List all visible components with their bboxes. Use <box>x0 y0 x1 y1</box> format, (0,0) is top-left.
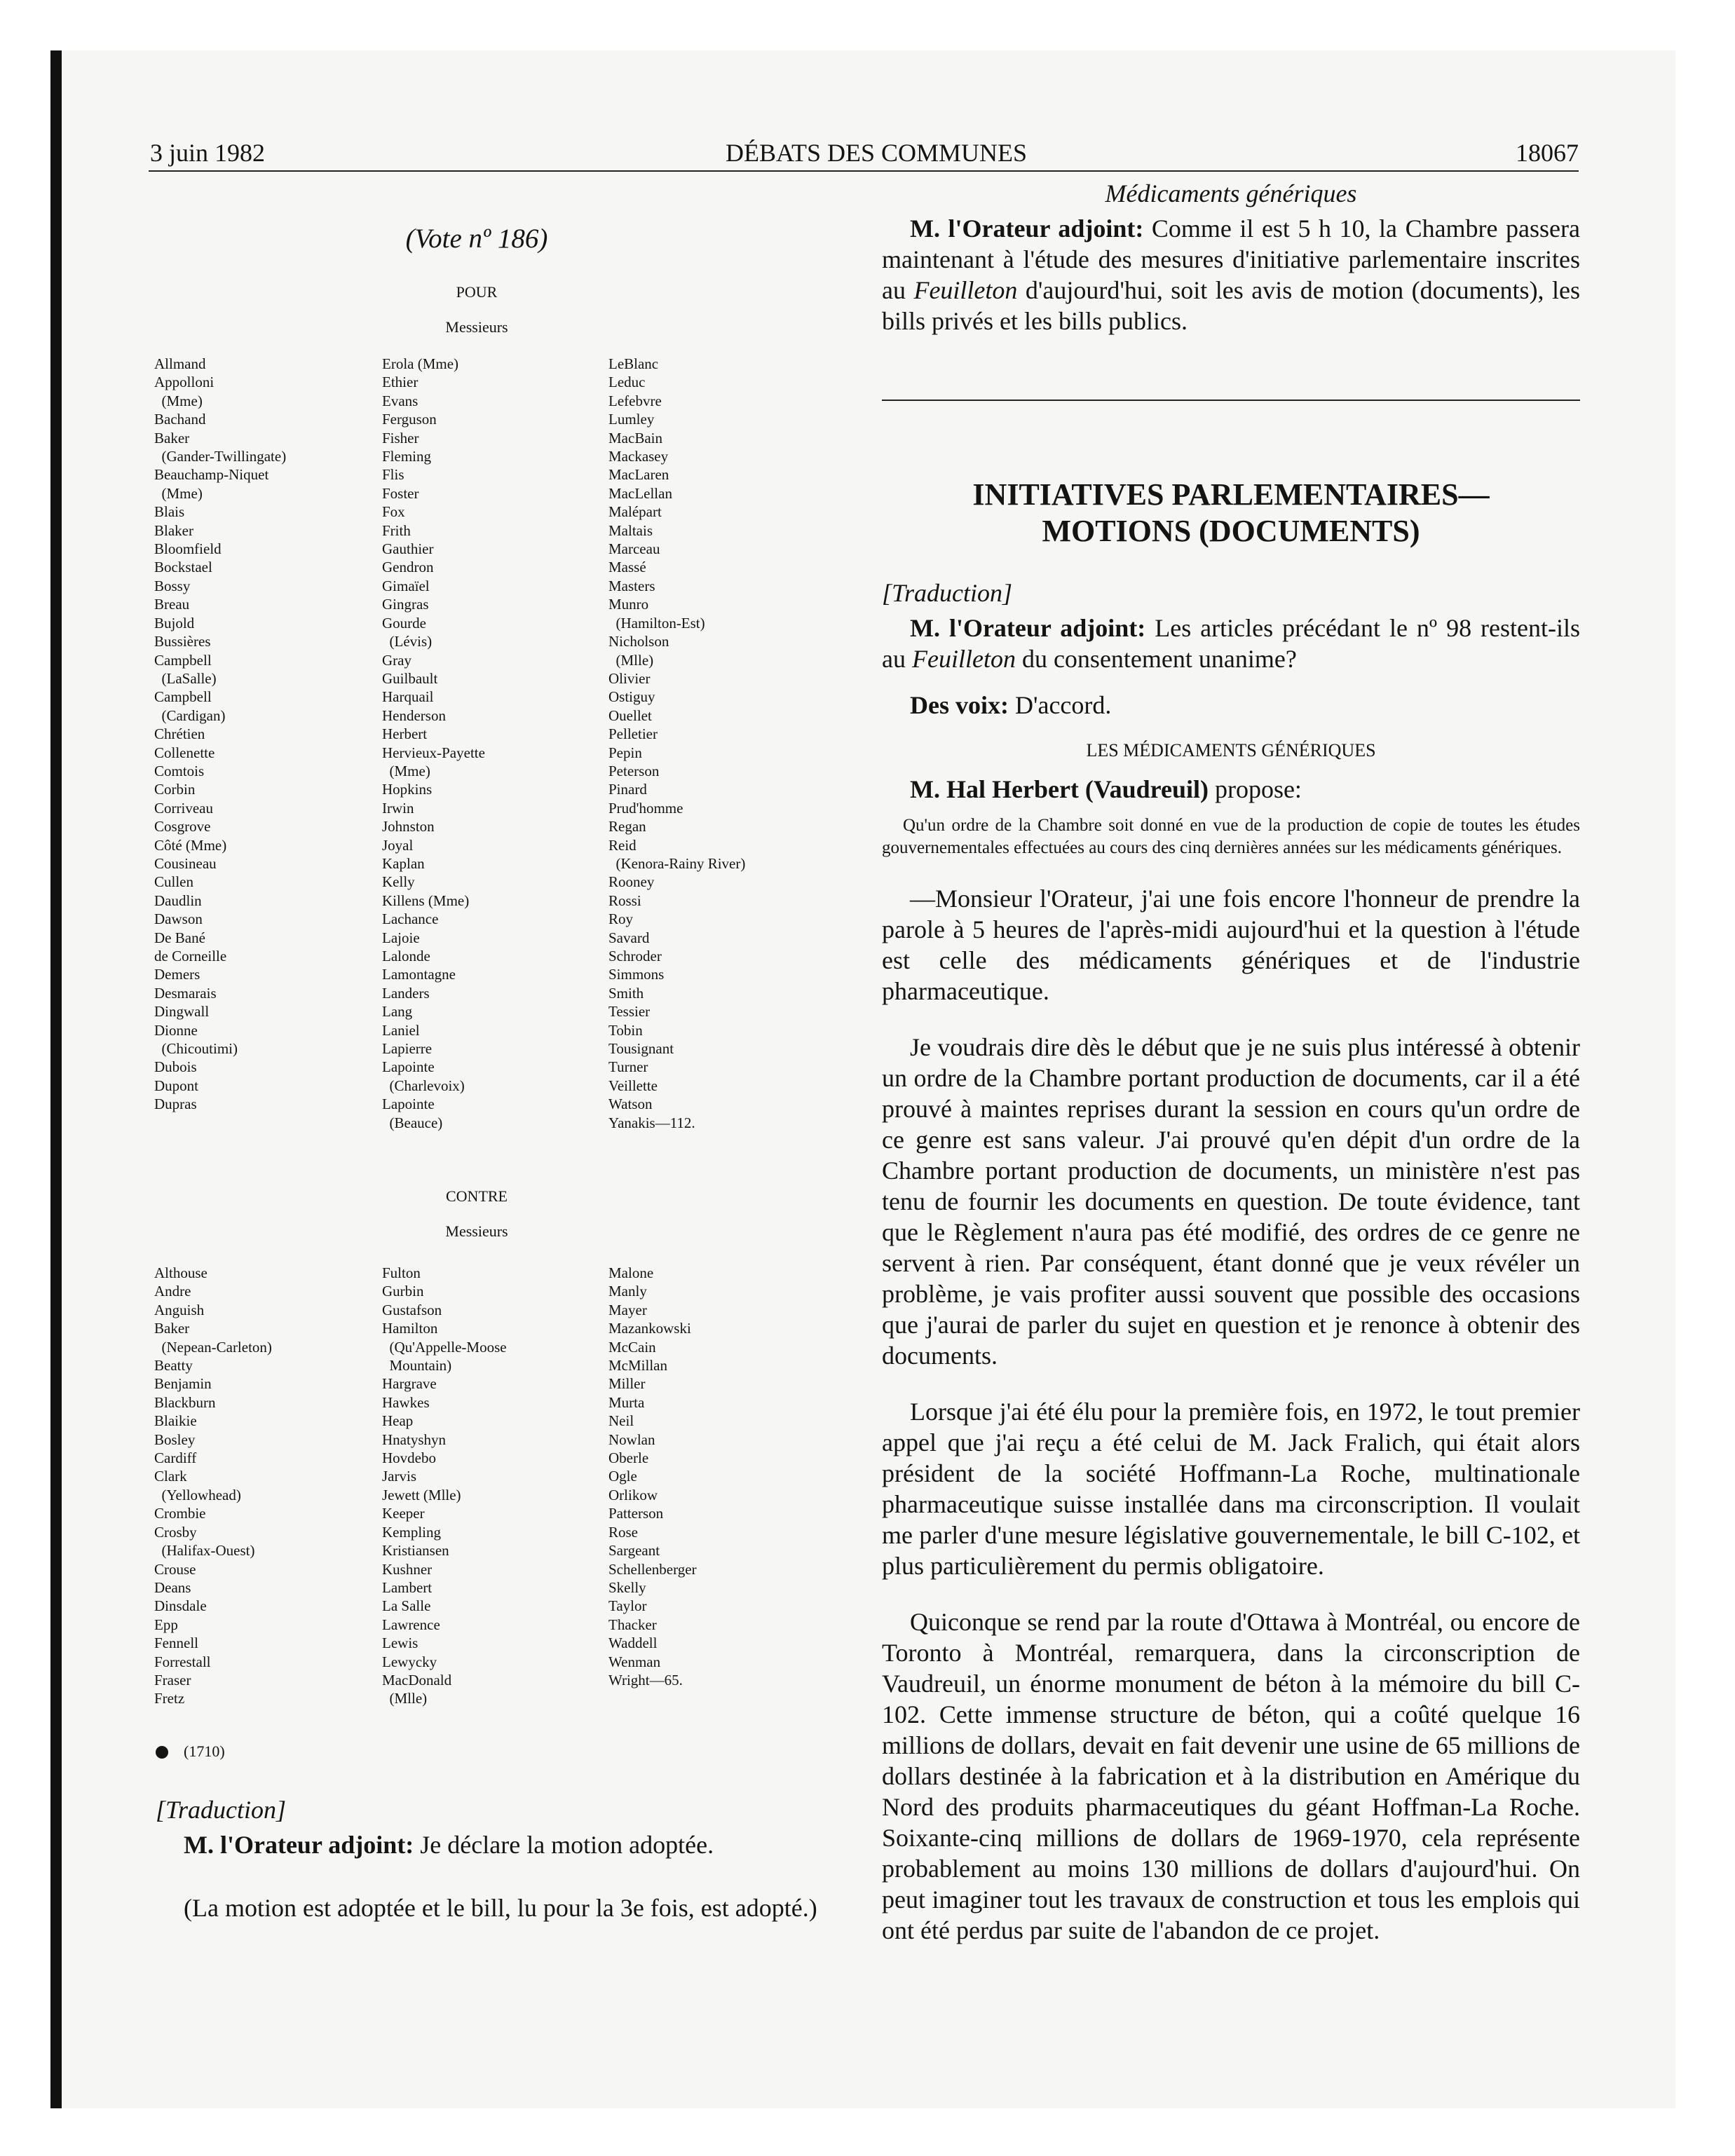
header-title: DÉBATS DES COMMUNES <box>725 139 1028 167</box>
contre-heading: CONTRE <box>446 1187 508 1205</box>
member-name: de Corneille <box>154 948 227 964</box>
member-name: Rossi <box>608 892 641 909</box>
member-name: Corriveau <box>154 799 213 817</box>
member-name: Reid <box>608 836 637 854</box>
member-name: Marceau <box>608 540 660 558</box>
member-name: Frith <box>382 521 411 539</box>
member-name: Lachance <box>382 910 439 928</box>
speech-paragraph-2: Je voudrais dire dès le début que je ne suis plus intéressé à obtenir un ordre de la Chambre portant production de documents, car il a été prouvé à maintes reprises durant la session en cours qu'un ordre de ce genre est sans valeur. J'ai prouvé qu'en dépit d'un ordre de la Chambre portant production de documents, un ministère n'est pas tenu de fournir les documents en question. De toute évidence, tant que le Règlement n'aura pas été modifié, des ordres de ce genre ne servent à rien. Par conséquent, étant donné que je veux révéler un problème, je vais profiter aussi souvent que possible des occasions que j'aurai de parler du sujet en question et je renonce à obtenir des documents. <box>882 1033 1580 1370</box>
member-name: Lumley <box>608 411 655 428</box>
member-name: Hervieux-Payette <box>382 744 485 761</box>
member-name: Hamilton <box>382 1320 438 1337</box>
member-name: Beauchamp-Niquet <box>154 466 269 484</box>
member-name: Oberle <box>608 1449 649 1467</box>
contre-column-1 <box>154 1264 272 1708</box>
member-name: (Mme) <box>154 484 203 502</box>
speaker-label: M. l'Orateur adjoint: <box>910 214 1144 243</box>
member-name: Dinsdale <box>154 1597 207 1615</box>
member-name: Gurbin <box>382 1283 424 1300</box>
member-name: Crosby <box>154 1523 197 1541</box>
member-name: MacLellan <box>608 484 672 502</box>
member-name: (Halifax-Ouest) <box>154 1542 255 1560</box>
member-name: Dupras <box>154 1096 197 1113</box>
member-name: Erola (Mme) <box>382 355 459 372</box>
member-name: Mayer <box>608 1301 647 1318</box>
speech-paragraph-4: Quiconque se rend par la route d'Ottawa à Montréal, ou encore de Toronto à Montréal, remarquera, dans la circonscription de Vaudreuil, un énorme monument de béton à la mémoire du bill C-102. Cette immense structure de béton, qui a coûté quelque 16 millions de dollars, devait en fait devenir une usine de 65 millions de dollars destinée à la fabrication et à la distribution en Amérique du Nord des produits pharmaceutiques du géant Hoffman-La Roche. Soixante-cinq millions de dollars de 1969-1970, cela représente probablement au moins 130 millions de dollars d'aujourd'hui. On peut imaginer tout les travaux de construction et tous les emplois qui ont été perdus par suite de l'abandon de ce projet. <box>882 1608 1580 1944</box>
member-name: Anguish <box>154 1301 205 1318</box>
member-name: Joyal <box>382 836 414 854</box>
member-name: Henderson <box>382 707 446 724</box>
member-name: Lambert <box>382 1578 433 1596</box>
paragraph-text: D'accord. <box>1014 691 1112 719</box>
member-name: Lapointe <box>382 1058 435 1076</box>
traduction-label-left: [Traduction] <box>156 1796 287 1824</box>
paragraph-text: d'aujourd'hui, soit les avis de motion (documents), les bills privés et les bills publics. <box>882 276 1581 335</box>
member-name: Fulton <box>382 1264 421 1281</box>
contre-column-3 <box>608 1264 697 1689</box>
member-name: (Charlevoix) <box>382 1077 465 1094</box>
member-name: Chrétien <box>154 725 205 743</box>
member-name: Collenette <box>154 744 215 761</box>
bullet-icon <box>156 1746 168 1759</box>
member-name: Guilbault <box>382 669 438 687</box>
member-name: Bockstael <box>154 559 212 576</box>
member-name: Breau <box>154 596 190 613</box>
member-name: (Mlle) <box>608 651 654 669</box>
member-name: MacDonald <box>382 1671 452 1688</box>
member-name: Lajoie <box>382 929 420 946</box>
member-name: Allmand <box>154 355 206 372</box>
member-name: Blaikie <box>154 1412 197 1430</box>
member-name: (Gander-Twillingate) <box>154 448 287 465</box>
member-name: Campbell <box>154 688 212 706</box>
section-generic-drugs: LES MÉDICAMENTS GÉNÉRIQUES <box>1086 740 1376 760</box>
member-name: Malone <box>608 1264 654 1281</box>
member-name: Kristiansen <box>382 1542 449 1560</box>
member-name: (Qu'Appelle-Moose <box>382 1338 507 1356</box>
member-name: Campbell <box>154 651 212 669</box>
member-name: Lapierre <box>382 1040 433 1058</box>
speaker-label: Des voix: <box>910 691 1009 719</box>
member-name: Ferguson <box>382 411 437 428</box>
member-name: Appolloni <box>154 374 215 391</box>
member-name: Johnston <box>382 818 435 835</box>
member-name: Bloomfield <box>154 540 222 558</box>
speaker-text: Je déclare la motion adoptée. <box>420 1831 714 1859</box>
member-name: Pelletier <box>608 725 658 743</box>
feuilleton-emphasis: Feuilleton <box>913 276 1018 304</box>
member-name: Hnatyshyn <box>382 1431 446 1448</box>
member-name: Dubois <box>154 1058 197 1076</box>
member-name: Dingwall <box>154 1003 210 1021</box>
member-name: MacBain <box>608 429 662 446</box>
member-name: Forrestall <box>154 1653 211 1670</box>
member-name: Lefebvre <box>608 392 662 409</box>
member-name: Ouellet <box>608 707 652 724</box>
member-name: McMillan <box>608 1357 667 1374</box>
member-name: Malépart <box>608 503 662 521</box>
paragraph-text: Comme il est 5 h 10, la Chambre passera maintenant à l'étude des mesures d'initiative parlementaire inscrites au <box>882 214 1581 304</box>
member-name: Gray <box>382 651 411 669</box>
header-rule <box>149 170 1579 172</box>
member-name: Prud'homme <box>608 799 683 817</box>
member-name: Andre <box>154 1283 191 1300</box>
member-name: Mazankowski <box>608 1320 691 1337</box>
member-name: Leduc <box>608 374 646 391</box>
member-name: Landers <box>382 984 430 1002</box>
member-name: Bujold <box>154 614 195 632</box>
section-heading-line-2: MOTIONS (DOCUMENTS) <box>1042 514 1420 548</box>
paragraph-text: Les articles précédant le nº 98 restent-ils au <box>882 614 1581 673</box>
member-name: Tessier <box>608 1003 651 1021</box>
member-name: (Mme) <box>382 762 430 779</box>
member-name: Gendron <box>382 559 434 576</box>
member-name: Foster <box>382 484 419 502</box>
member-name: Veillette <box>608 1077 658 1094</box>
mover-line <box>882 774 1580 805</box>
member-name: Tobin <box>608 1021 643 1039</box>
member-name: Wright—65. <box>608 1671 683 1688</box>
member-name: (Beauce) <box>382 1114 443 1131</box>
member-name: Orlikow <box>608 1486 658 1503</box>
motion-result: (La motion est adoptée et le bill, lu pour la 3e fois, est adopté.) <box>184 1894 817 1922</box>
member-name: Gauthier <box>382 540 434 558</box>
header-date: 3 juin 1982 <box>150 139 266 167</box>
member-name: Mackasey <box>608 448 669 465</box>
member-name: Miller <box>608 1375 646 1393</box>
member-name: Bussières <box>154 633 211 650</box>
member-name: Neil <box>608 1412 634 1430</box>
member-name: Rooney <box>608 873 655 891</box>
pour-subheading: Messieurs <box>445 318 508 336</box>
member-name: LeBlanc <box>608 355 659 372</box>
member-name: Gustafson <box>382 1301 442 1318</box>
member-name: (Hamilton-Est) <box>608 614 705 632</box>
member-name: Kushner <box>382 1560 433 1578</box>
member-name: Thacker <box>608 1616 657 1633</box>
member-name: Blais <box>154 503 185 521</box>
member-name: Dupont <box>154 1077 198 1094</box>
member-name: Hovdebo <box>382 1449 436 1467</box>
member-name: Fraser <box>154 1671 191 1688</box>
mover-name: M. Hal Herbert (Vaudreuil) <box>910 775 1209 803</box>
member-name: Althouse <box>154 1264 207 1281</box>
member-name: Wenman <box>608 1653 661 1670</box>
member-name: Massé <box>608 559 646 576</box>
member-name: Gourde <box>382 614 426 632</box>
member-name: Patterson <box>608 1505 664 1522</box>
member-name: Lamontagne <box>382 966 456 983</box>
member-name: Simmons <box>608 966 665 983</box>
member-name: Killens (Mme) <box>382 892 470 909</box>
member-name: Jewett (Mlle) <box>382 1486 461 1503</box>
member-name: Heap <box>382 1412 414 1430</box>
member-name: (Cardigan) <box>154 707 226 724</box>
paragraph-text: propose: <box>1214 775 1302 803</box>
member-name: (LaSalle) <box>154 669 217 687</box>
member-name: Kelly <box>382 873 415 891</box>
member-name: Cousineau <box>154 854 217 872</box>
member-name: Hargrave <box>382 1375 437 1393</box>
member-name: Hopkins <box>382 781 433 798</box>
member-name: Pinard <box>608 781 647 798</box>
motion-text: Qu'un ordre de la Chambre soit donné en vue de la production de copie de toutes les études gouvernementales effectuées au cours des cinq dernières années sur les médicaments génériques. <box>882 816 1580 857</box>
member-name: Baker <box>154 429 190 446</box>
member-name: Comtois <box>154 762 205 779</box>
member-name: Lalonde <box>382 948 430 964</box>
member-name: Roy <box>608 910 634 928</box>
speaker-label: M. l'Orateur adjoint: <box>910 614 1146 642</box>
member-name: Clark <box>154 1468 187 1485</box>
member-name: Taylor <box>608 1597 647 1615</box>
member-name: Flis <box>382 466 404 484</box>
member-name: Hawkes <box>382 1393 430 1411</box>
member-name: Gimaïel <box>382 577 430 594</box>
member-name: Cardiff <box>154 1449 197 1467</box>
member-name: Peterson <box>608 762 660 779</box>
member-name: Tousignant <box>608 1040 674 1058</box>
member-name: Baker <box>154 1320 190 1337</box>
header-page-number: 18067 <box>1516 139 1579 167</box>
member-name: Lapointe <box>382 1096 435 1113</box>
member-name: Laniel <box>382 1021 420 1039</box>
member-name: (Mlle) <box>382 1690 428 1707</box>
member-name: Pepin <box>608 744 642 761</box>
orateur-paragraph-2 <box>882 613 1580 674</box>
member-name: Turner <box>608 1058 648 1076</box>
paragraph-text: du consentement unanime? <box>1021 645 1297 673</box>
member-name: Corbin <box>154 781 196 798</box>
pour-column-2 <box>382 355 485 1132</box>
time-marker: (1710) <box>184 1742 225 1760</box>
member-name: Kempling <box>382 1523 441 1541</box>
member-name: Bossy <box>154 577 191 594</box>
member-name: Herbert <box>382 725 428 743</box>
member-name: Harquail <box>382 688 434 706</box>
member-name: Fox <box>382 503 405 521</box>
member-name: Crombie <box>154 1505 206 1522</box>
member-name: Manly <box>608 1283 647 1300</box>
pour-column-3 <box>608 355 745 1132</box>
member-name: Savard <box>608 929 650 946</box>
member-name: Lawrence <box>382 1616 440 1633</box>
speaker-label: M. l'Orateur adjoint: <box>184 1831 414 1859</box>
speech-paragraph-1: —Monsieur l'Orateur, j'ai une fois encore l'honneur de prendre la parole à 5 heures de l'après-midi aujourd'hui et la question à l'étude est celle des médicaments génériques et de l'industrie pharmaceutique. <box>882 885 1580 1005</box>
member-name: Dawson <box>154 910 203 928</box>
section-heading-line-1: INITIATIVES PARLEMENTAIRES— <box>972 477 1490 512</box>
member-name: Murta <box>608 1393 645 1411</box>
member-name: Waddell <box>608 1635 658 1652</box>
member-name: Masters <box>608 577 655 594</box>
binding-edge <box>50 50 62 2108</box>
member-name: Sargeant <box>608 1542 660 1560</box>
right-column <box>882 178 1580 1946</box>
pour-heading: POUR <box>456 283 498 301</box>
member-name: (Mme) <box>154 392 203 409</box>
member-name: Irwin <box>382 799 414 817</box>
member-name: Watson <box>608 1096 653 1113</box>
member-name: Mountain) <box>382 1357 452 1374</box>
member-name: (Kenora-Rainy River) <box>608 854 746 872</box>
member-name: Deans <box>154 1578 191 1596</box>
member-name: Maltais <box>608 521 653 539</box>
member-name: Schellenberger <box>608 1560 697 1578</box>
member-name: Cullen <box>154 873 193 891</box>
member-name: Kaplan <box>382 854 425 872</box>
member-name: Munro <box>608 596 649 613</box>
member-name: Cosgrove <box>154 818 211 835</box>
member-name: Jarvis <box>382 1468 416 1485</box>
member-name: Ogle <box>608 1468 637 1485</box>
member-name: Fleming <box>382 448 432 465</box>
member-name: Yanakis—112. <box>608 1114 695 1131</box>
member-name: Bachand <box>154 411 206 428</box>
deputy-speaker-statement <box>184 1829 714 1860</box>
member-name: Smith <box>608 984 644 1002</box>
member-name: (Nepean-Carleton) <box>154 1338 272 1356</box>
member-name: Skelly <box>608 1578 646 1596</box>
member-name: Fisher <box>382 429 419 446</box>
member-name: Epp <box>154 1616 178 1633</box>
member-name: Desmarais <box>154 984 217 1002</box>
member-name: (Yellowhead) <box>154 1486 241 1503</box>
member-name: Gingras <box>382 596 429 613</box>
contre-subheading: Messieurs <box>445 1222 508 1240</box>
subtitle-generic-drugs: Médicaments génériques <box>1105 179 1357 207</box>
member-name: Blaker <box>154 521 193 539</box>
member-name: Crouse <box>154 1560 196 1578</box>
member-name: (Chicoutimi) <box>154 1040 238 1058</box>
member-name: McCain <box>608 1338 656 1356</box>
member-name: Olivier <box>608 669 651 687</box>
member-name: Fretz <box>154 1690 185 1707</box>
member-name: La Salle <box>382 1597 431 1615</box>
traduction-label-right: [Traduction] <box>882 579 1013 607</box>
orateur-paragraph-1 <box>882 213 1580 336</box>
section-rule <box>882 400 1580 401</box>
member-name: Benjamin <box>154 1375 212 1393</box>
member-name: Ostiguy <box>608 688 655 706</box>
vote-title: (Vote nº 186) <box>405 224 548 254</box>
member-name: Blackburn <box>154 1393 216 1411</box>
member-name: Dionne <box>154 1021 198 1039</box>
member-name: Lang <box>382 1003 413 1021</box>
speech-paragraph-3: Lorsque j'ai été élu pour la première fois, en 1972, le tout premier appel que j'ai reçu a été celui de M. Jack Fralich, qui était alors président de la société Hoffmann-La Roche, multinationale pharmaceutique suisse installée dans ma circonscription. Il voulait me parler d'une mesure législative gouvernementale, le bill C-102, et plus particulièrement du permis obligatoire. <box>882 1398 1580 1580</box>
member-name: Beatty <box>154 1357 193 1374</box>
member-name: Regan <box>608 818 646 835</box>
contre-column-2 <box>382 1264 507 1708</box>
member-name: Keeper <box>382 1505 425 1522</box>
member-name: Demers <box>154 966 200 983</box>
member-name: Ethier <box>382 374 419 391</box>
member-name: Schroder <box>608 948 662 964</box>
voices-reply <box>882 690 1580 721</box>
member-name: Lewis <box>382 1635 419 1652</box>
member-name: De Bané <box>154 929 205 946</box>
member-name: (Lévis) <box>382 633 433 650</box>
member-name: Nicholson <box>608 633 669 650</box>
member-name: Evans <box>382 392 419 409</box>
member-name: Lewycky <box>382 1653 437 1670</box>
member-name: Nowlan <box>608 1431 655 1448</box>
feuilleton-emphasis: Feuilleton <box>911 645 1016 673</box>
member-name: Daudlin <box>154 892 202 909</box>
member-name: Rose <box>608 1523 638 1541</box>
member-name: Fennell <box>154 1635 198 1652</box>
pour-column-1 <box>154 355 286 1114</box>
member-name: MacLaren <box>608 466 669 484</box>
member-name: Bosley <box>154 1431 196 1448</box>
member-name: Côté (Mme) <box>154 836 227 854</box>
